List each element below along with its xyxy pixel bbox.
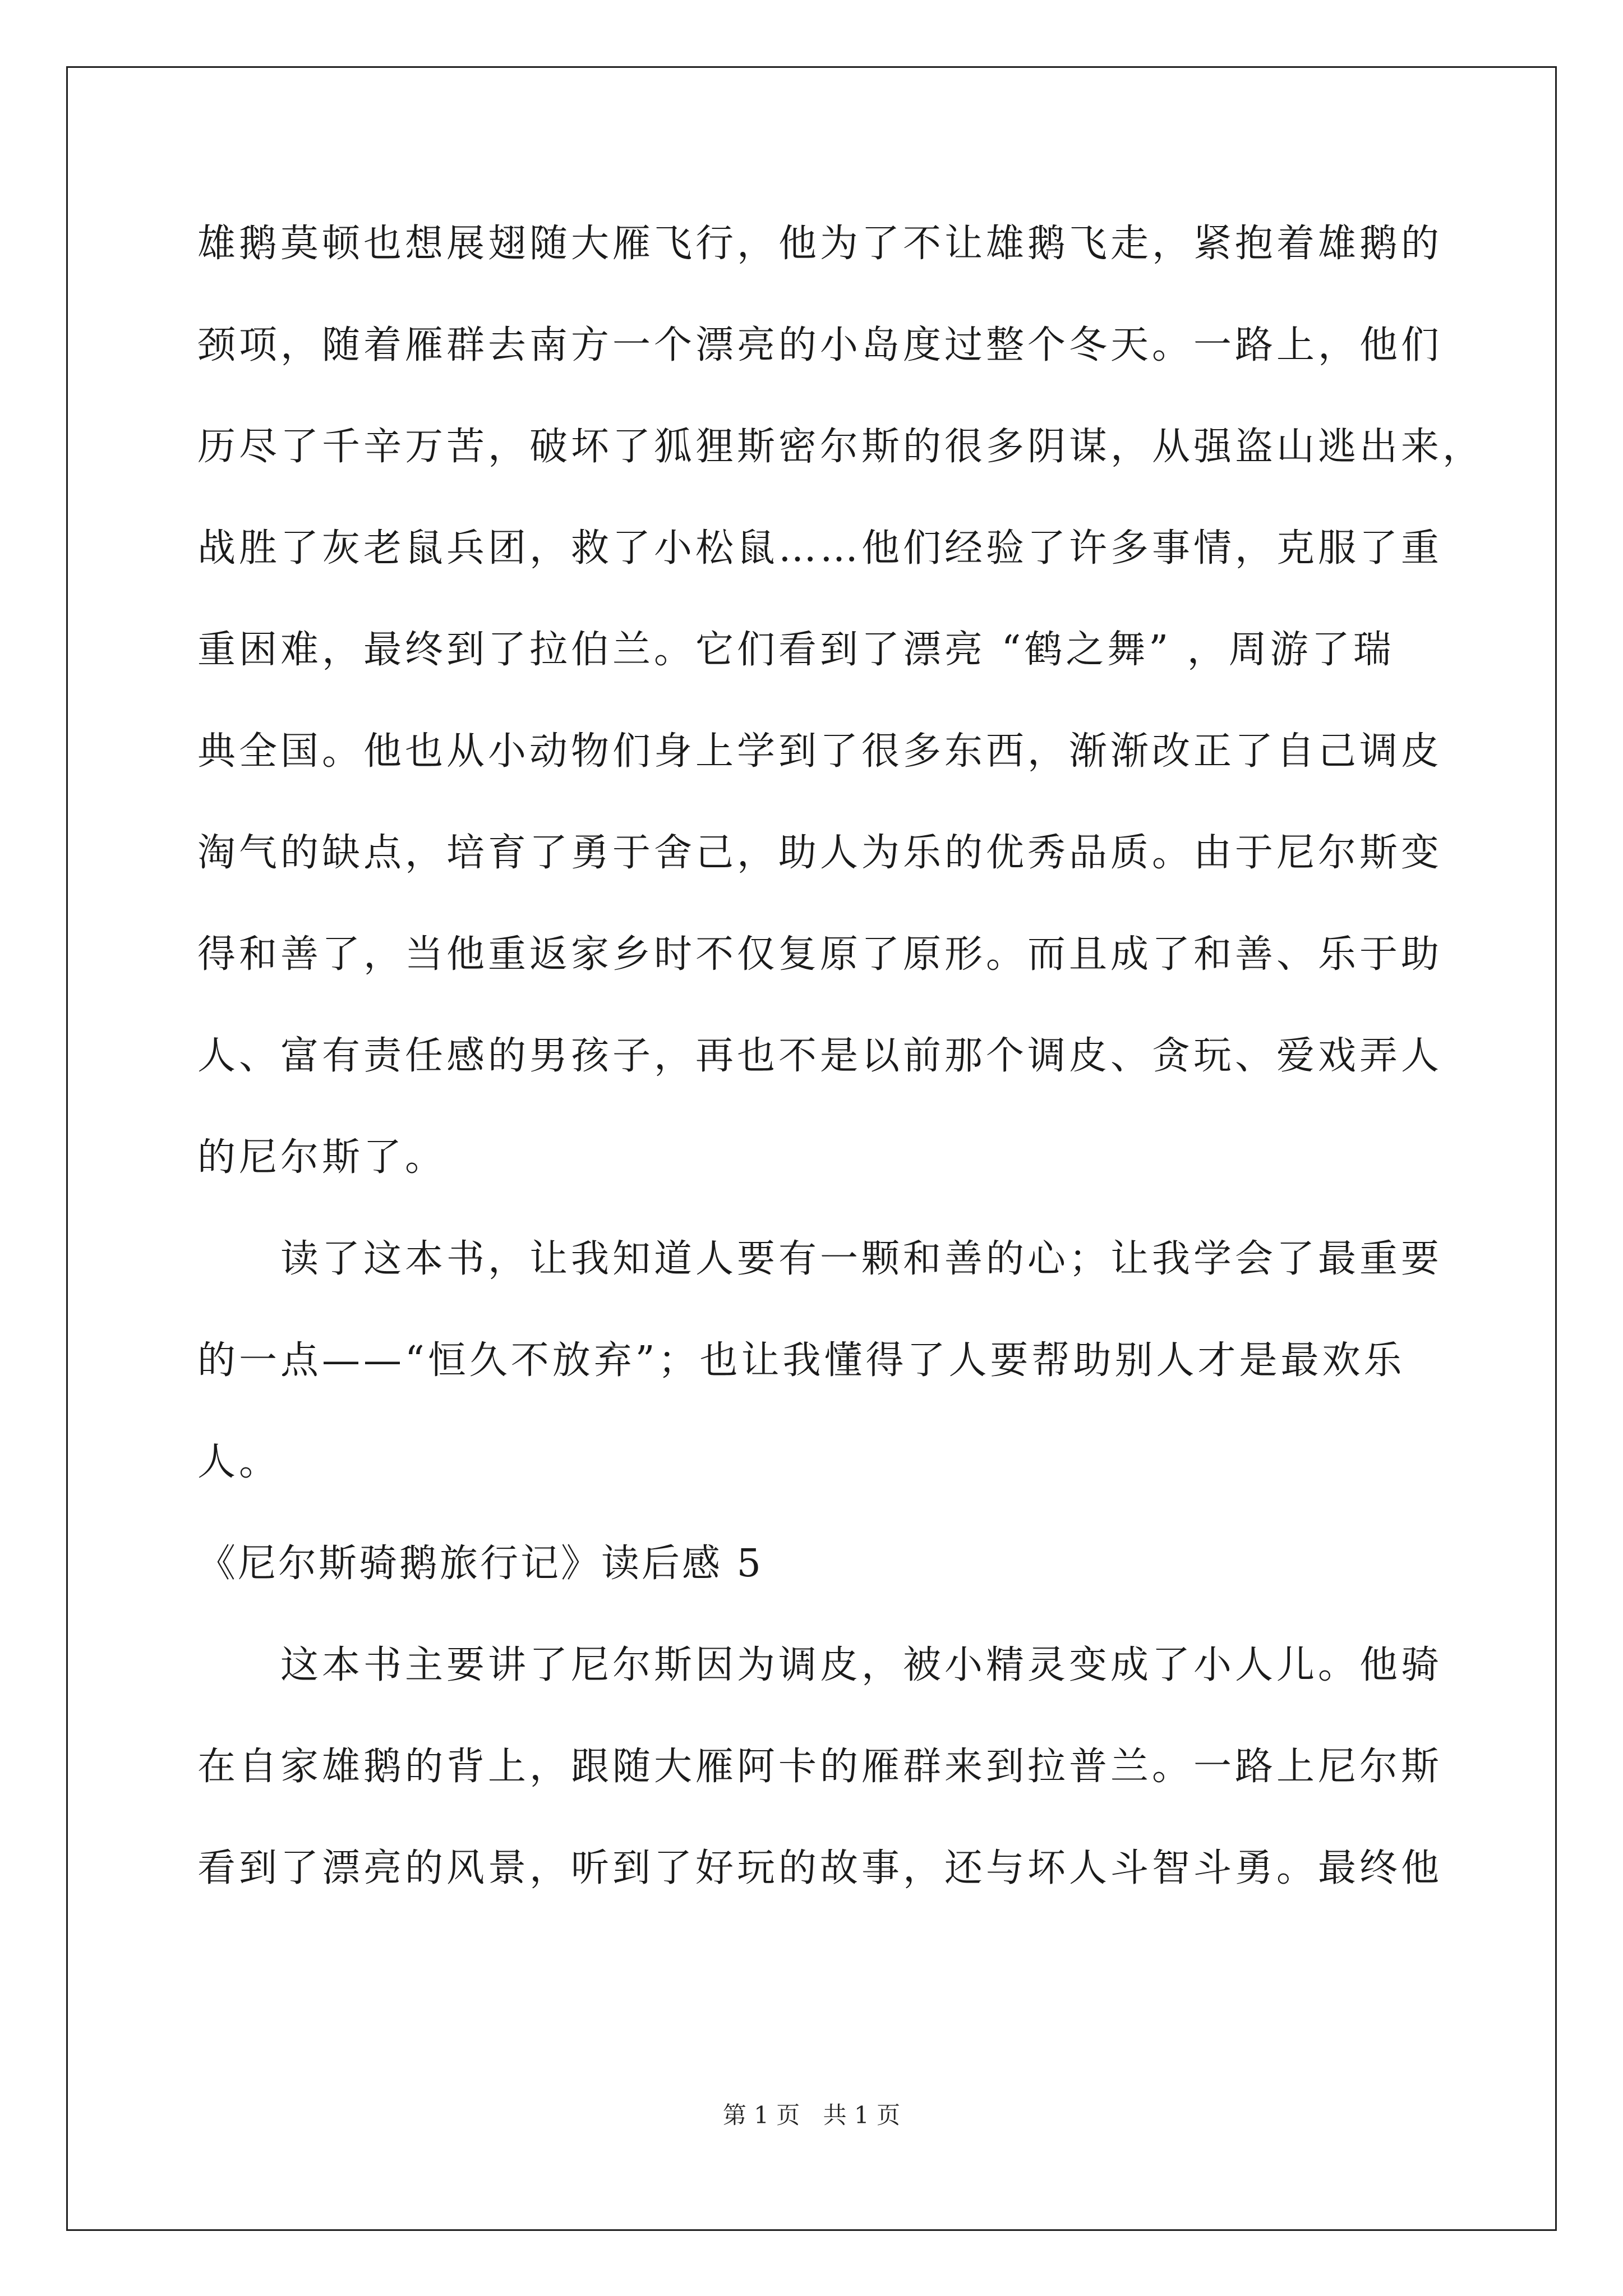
page-total: 共 1 页 [823, 2101, 901, 2129]
page-number: 第 1 页 [722, 2101, 800, 2129]
paragraph-start-line: 读了这本书，让我知道人要有一颗和善的心；让我学会了最重要 [280, 1237, 1443, 1281]
text-line: 典全国。他也从小动物们身上学到了很多东西，渐渐改正了自己调皮 [197, 729, 1443, 774]
text-line: 的尼尔斯了。 [197, 1135, 447, 1180]
text-line: 看到了漂亮的风景，听到了好玩的故事，还与坏人斗智斗勇。最终他 [197, 1846, 1443, 1890]
text-line: 重困难，最终到了拉伯兰。它们看到了漂亮 “鹤之舞” ，周游了瑞 [197, 628, 1395, 672]
text-line: 颈项，随着雁群去南方一个漂亮的小岛度过整个冬天。一路上，他们 [197, 323, 1443, 367]
section-heading: 《尼尔斯骑鹅旅行记》读后感 5 [197, 1542, 763, 1586]
text-line: 历尽了千辛万苦，破坏了狐狸斯密尔斯的很多阴谋，从强盗山逃出来， [197, 425, 1484, 469]
text-line: 人、富有责任感的男孩子，再也不是以前那个调皮、贪玩、爱戏弄人 [197, 1034, 1443, 1078]
text-line: 淘气的缺点，培育了勇于舍己，助人为乐的优秀品质。由于尼尔斯变 [197, 831, 1443, 875]
text-line: 的一点——“恒久不放弃”；也让我懂得了人要帮助别人才是最欢乐 [197, 1338, 1405, 1383]
text-line: 人。 [197, 1440, 281, 1484]
text-line: 得和善了，当他重返家乡时不仅复原了原形。而且成了和善、乐于助 [197, 932, 1443, 977]
document-body [197, 219, 1484, 1945]
text-line: 在自家雄鹅的背上，跟随大雁阿卡的雁群来到拉普兰。一路上尼尔斯 [197, 1745, 1443, 1789]
page-footer [0, 2097, 1623, 2131]
paragraph-start-line: 这本书主要讲了尼尔斯因为调皮，被小精灵变成了小人儿。他骑 [280, 1643, 1443, 1687]
text-line: 战胜了灰老鼠兵团，救了小松鼠……他们经验了许多事情，克服了重 [197, 526, 1443, 570]
text-line: 雄鹅莫顿也想展翅随大雁飞行，他为了不让雄鹅飞走，紧抱着雄鹅的 [197, 222, 1443, 266]
